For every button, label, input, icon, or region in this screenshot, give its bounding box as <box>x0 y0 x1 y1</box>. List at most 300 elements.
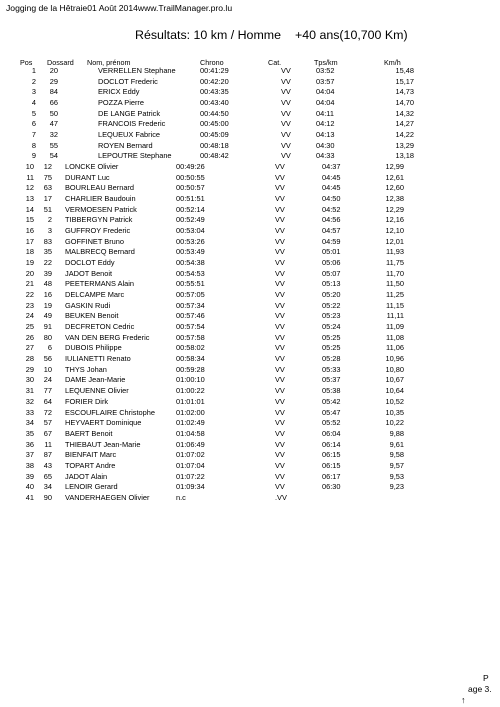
cell-nom: TOPART Andre <box>65 460 116 470</box>
cell-tps: 04:57 <box>322 226 341 236</box>
cell-nom: DECFRETON Cedric <box>65 322 135 332</box>
cell-cat: VV <box>275 300 285 310</box>
cell-chrono: 00:58:02 <box>176 343 205 353</box>
cell-pos: 18 <box>25 247 34 257</box>
cell-chrono: 00:45:00 <box>200 119 229 129</box>
col-tps: Tps/km <box>314 58 338 67</box>
cell-cat: VV <box>275 236 285 246</box>
cell-nom: GUFFROY Frederic <box>65 226 131 236</box>
table-row <box>0 354 500 365</box>
cell-cat: VV <box>275 471 285 481</box>
table-row <box>0 279 500 290</box>
cell-kmh: 14,73 <box>395 87 414 97</box>
cell-nom: HEYVAERT Dominique <box>65 418 142 428</box>
cell-cat: VV <box>281 119 291 129</box>
table-row <box>0 418 500 429</box>
cell-chrono: 00:42:20 <box>200 76 229 86</box>
cell-cat: VV <box>275 354 285 364</box>
table-row <box>0 183 500 194</box>
cell-chrono: 00:48:18 <box>200 140 229 150</box>
cell-kmh: 10,96 <box>385 354 404 364</box>
table-row <box>0 109 500 120</box>
table-row <box>0 290 500 301</box>
cell-nom: THYS Johan <box>65 364 107 374</box>
cell-pos: 2 <box>31 76 36 86</box>
cell-pos: 5 <box>31 108 36 118</box>
cell-pos: 22 <box>25 290 34 300</box>
cell-dossard: 90 <box>43 492 52 502</box>
cell-cat: VV <box>275 194 285 204</box>
cell-kmh: 9,57 <box>389 460 404 470</box>
cell-chrono: 00:52:49 <box>176 215 205 225</box>
table-row <box>0 461 500 472</box>
cell-nom: IULIANETTI Renato <box>65 354 131 364</box>
cell-pos: 14 <box>25 204 34 214</box>
cell-pos: 38 <box>25 460 34 470</box>
cell-dossard: 56 <box>43 354 52 364</box>
cell-tps: 04:33 <box>316 151 335 161</box>
cell-tps: 04:45 <box>322 172 341 182</box>
cell-kmh: 9,88 <box>389 428 404 438</box>
cell-chrono: 00:59:28 <box>176 364 205 374</box>
cell-pos: 24 <box>25 311 34 321</box>
table-row <box>0 141 500 152</box>
table-row <box>0 258 500 269</box>
cell-dossard: 29 <box>49 76 58 86</box>
cell-chrono: 00:43:35 <box>200 87 229 97</box>
cell-chrono: 01:02:00 <box>176 407 205 417</box>
cell-chrono: 00:55:51 <box>176 279 205 289</box>
cell-cat: VV <box>275 450 285 460</box>
cell-tps: 04:56 <box>322 215 341 225</box>
col-nom: Nom, prénom <box>87 58 131 67</box>
cell-pos: 41 <box>25 492 34 502</box>
cell-kmh: 11,15 <box>386 300 404 310</box>
cell-chrono: 01:07:04 <box>176 460 205 470</box>
cell-dossard: 12 <box>43 162 52 172</box>
cell-dossard: 57 <box>43 418 52 428</box>
cell-dossard: 16 <box>43 290 52 300</box>
cell-kmh: 11,93 <box>386 247 404 257</box>
table-row <box>0 472 500 483</box>
cell-tps: 04:11 <box>316 108 334 118</box>
cell-cat: VV <box>281 98 291 108</box>
col-chrono: Chrono <box>200 58 224 67</box>
cell-pos: 20 <box>25 268 34 278</box>
cell-pos: 4 <box>31 98 36 108</box>
cell-dossard: 6 <box>47 343 52 353</box>
cell-dossard: 87 <box>43 450 52 460</box>
cell-cat: VV <box>275 482 285 492</box>
cell-cat: VV <box>275 215 285 225</box>
cell-dossard: 77 <box>43 386 52 396</box>
cell-tps: 04:50 <box>322 194 341 204</box>
cell-pos: 26 <box>25 332 34 342</box>
page-title <box>135 28 408 42</box>
cell-kmh: 12,10 <box>385 226 404 236</box>
table-row <box>0 365 500 376</box>
cell-pos: 34 <box>25 418 34 428</box>
cell-kmh: 12,01 <box>385 236 404 246</box>
cell-chrono: 00:45:09 <box>200 130 229 140</box>
table-row <box>0 247 500 258</box>
cell-cat: VV <box>281 130 291 140</box>
cell-dossard: 75 <box>43 172 52 182</box>
cell-tps: 05:24 <box>322 322 341 332</box>
cell-cat: VV <box>275 428 285 438</box>
cell-dossard: 67 <box>43 428 52 438</box>
cell-cat: VV <box>275 407 285 417</box>
cell-dossard: 39 <box>43 268 52 278</box>
cell-nom: JADOT Benoit <box>65 268 113 278</box>
cell-tps: 04:04 <box>316 98 335 108</box>
cell-kmh: 10,64 <box>385 386 404 396</box>
cell-pos: 27 <box>25 343 34 353</box>
table-row <box>0 87 500 98</box>
cell-nom: TIBBERGYN Patrick <box>65 215 133 225</box>
cell-cat: VV <box>275 418 285 428</box>
table-row <box>0 77 500 88</box>
cell-pos: 32 <box>25 396 34 406</box>
cell-nom: VANDERHAEGEN Olivier <box>65 492 150 502</box>
cell-cat: VV <box>275 460 285 470</box>
cell-chrono: 00:51:51 <box>176 194 205 204</box>
cell-kmh: 15,48 <box>395 66 414 75</box>
cell-nom: DE LANGE Patrick <box>98 108 161 118</box>
cell-cat: VV <box>281 76 291 86</box>
cell-kmh: 11,25 <box>386 290 404 300</box>
table-row <box>0 215 500 226</box>
footer-page-number: age 3. <box>468 684 492 694</box>
cell-dossard: 72 <box>43 407 52 417</box>
cell-dossard: 55 <box>49 140 58 150</box>
cell-cat: VV <box>275 439 285 449</box>
cell-dossard: 66 <box>49 98 58 108</box>
title-category: Résultats: 10 km / Homme <box>135 28 281 42</box>
cell-tps: 03:57 <box>316 76 335 86</box>
cell-dossard: 83 <box>43 236 52 246</box>
title-distance: +40 ans(10,700 Km) <box>294 28 408 42</box>
cell-cat: VV <box>281 66 291 75</box>
cell-nom: LEQUENNE Olivier <box>65 386 129 396</box>
cell-pos: 9 <box>31 151 36 161</box>
cell-tps: 05:47 <box>322 407 341 417</box>
cell-pos: 37 <box>25 450 34 460</box>
cell-chrono: 00:54:38 <box>176 258 205 268</box>
cell-dossard: 17 <box>43 194 52 204</box>
table-row <box>0 205 500 216</box>
col-pos: Pos <box>20 58 33 67</box>
cell-tps: 05:22 <box>322 300 341 310</box>
cell-cat: VV <box>275 183 285 193</box>
cell-chrono: 01:09:34 <box>176 482 205 492</box>
cell-dossard: 3 <box>47 226 52 236</box>
cell-chrono: 00:57:54 <box>176 322 205 332</box>
cell-chrono: 00:52:14 <box>176 204 205 214</box>
cell-nom: BOURLEAU Bernard <box>65 183 135 193</box>
cell-dossard: 54 <box>49 151 58 161</box>
cell-nom: BIENFAIT Marc <box>65 450 117 460</box>
cell-tps: 04:37 <box>322 162 341 172</box>
table-row <box>0 375 500 386</box>
cell-pos: 6 <box>31 119 36 129</box>
cell-tps: 06:30 <box>322 482 341 492</box>
cell-nom: ROYEN Bernard <box>98 140 153 150</box>
cell-chrono: 00:57:34 <box>176 300 205 310</box>
cell-cat: VV <box>275 375 285 385</box>
cell-cat: VV <box>281 87 291 97</box>
cell-cat: VV <box>275 343 285 353</box>
footer-page-p: P <box>483 673 489 683</box>
cell-nom: JADOT Alain <box>65 471 108 481</box>
cell-tps: 04:45 <box>322 183 341 193</box>
cell-nom: GASKIN Rudi <box>65 300 111 310</box>
table-row <box>0 66 500 77</box>
cell-nom: DOCLOT Frederic <box>98 76 158 86</box>
table-row <box>0 130 500 141</box>
cell-kmh: 11,09 <box>386 322 404 332</box>
cell-tps: 04:13 <box>316 130 335 140</box>
cell-nom: DOCLOT Eddy <box>65 258 115 268</box>
footer-arrow-icon: ↑ <box>461 695 466 705</box>
cell-dossard: 91 <box>43 322 52 332</box>
col-kmh: Km/h <box>384 58 401 67</box>
cell-dossard: 20 <box>49 66 58 75</box>
cell-dossard: 32 <box>49 130 58 140</box>
cell-cat: VV <box>275 162 285 172</box>
cell-nom: LONCKE Olivier <box>65 162 119 172</box>
cell-chrono: 00:44:50 <box>200 108 229 118</box>
cell-kmh: 9,23 <box>389 482 404 492</box>
table-row <box>0 162 500 173</box>
table-row <box>0 386 500 397</box>
cell-chrono: n.c <box>176 492 186 502</box>
cell-dossard: 10 <box>43 364 52 374</box>
cell-chrono: 01:06:49 <box>176 439 205 449</box>
cell-kmh: 11,50 <box>386 279 404 289</box>
cell-nom: DUBOIS Philippe <box>65 343 122 353</box>
cell-chrono: 01:07:22 <box>176 471 205 481</box>
cell-chrono: 01:00:10 <box>176 375 205 385</box>
cell-nom: BEUKEN Benoit <box>65 311 119 321</box>
cell-pos: 8 <box>31 140 36 150</box>
table-row <box>0 343 500 354</box>
cell-kmh: 10,22 <box>385 418 404 428</box>
cell-kmh: 9,58 <box>389 450 404 460</box>
cell-cat: VV <box>275 279 285 289</box>
cell-tps: 05:20 <box>322 290 341 300</box>
cell-cat: .VV <box>275 492 287 502</box>
cell-cat: VV <box>275 226 285 236</box>
cell-dossard: 65 <box>43 471 52 481</box>
cell-cat: VV <box>275 290 285 300</box>
cell-nom: DURANT Luc <box>65 172 110 182</box>
cell-cat: VV <box>281 108 291 118</box>
cell-nom: CHARLIER Baudouin <box>65 194 136 204</box>
cell-kmh: 13,18 <box>395 151 414 161</box>
table-row <box>0 173 500 184</box>
cell-pos: 1 <box>31 66 36 75</box>
cell-kmh: 11,70 <box>386 268 404 278</box>
cell-tps: 05:01 <box>322 247 341 257</box>
cell-chrono: 00:58:34 <box>176 354 205 364</box>
cell-nom: ESCOUFLAIRE Christophe <box>65 407 155 417</box>
cell-tps: 05:52 <box>322 418 341 428</box>
cell-cat: VV <box>275 311 285 321</box>
cell-nom: FRANCOIS Frederic <box>98 119 166 129</box>
cell-pos: 3 <box>31 87 36 97</box>
cell-chrono: 01:04:58 <box>176 428 205 438</box>
cell-chrono: 00:49:26 <box>176 162 205 172</box>
cell-nom: FORIER Dirk <box>65 396 109 406</box>
cell-pos: 25 <box>25 322 34 332</box>
cell-kmh: 12,61 <box>385 172 404 182</box>
cell-nom: POZZA Pierre <box>98 98 144 108</box>
cell-dossard: 24 <box>43 375 52 385</box>
cell-pos: 19 <box>25 258 34 268</box>
cell-nom: BAERT Benoit <box>65 428 113 438</box>
cell-tps: 06:15 <box>322 460 341 470</box>
cell-dossard: 11 <box>44 439 52 449</box>
cell-dossard: 50 <box>49 108 58 118</box>
cell-dossard: 84 <box>49 87 58 97</box>
cell-tps: 04:04 <box>316 87 335 97</box>
cell-chrono: 00:54:53 <box>176 268 205 278</box>
cell-nom: VAN DEN BERG Frederic <box>65 332 150 342</box>
cell-cat: VV <box>275 396 285 406</box>
cell-kmh: 11,08 <box>386 332 404 342</box>
cell-kmh: 14,22 <box>395 130 414 140</box>
cell-tps: 05:25 <box>322 343 341 353</box>
cell-tps: 06:15 <box>322 450 341 460</box>
col-dossard: Dossard <box>47 58 74 67</box>
cell-tps: 06:04 <box>322 428 341 438</box>
cell-kmh: 12,99 <box>385 162 404 172</box>
cell-cat: VV <box>275 247 285 257</box>
cell-kmh: 12,29 <box>385 204 404 214</box>
cell-pos: 23 <box>25 300 34 310</box>
cell-chrono: 00:48:42 <box>200 151 229 161</box>
cell-pos: 17 <box>25 236 34 246</box>
cell-dossard: 19 <box>43 300 52 310</box>
cell-dossard: 47 <box>49 119 58 129</box>
cell-chrono: 00:57:58 <box>176 332 205 342</box>
cell-pos: 10 <box>25 162 34 172</box>
cell-kmh: 12,16 <box>385 215 404 225</box>
cell-nom: VERRELLEN Stephane <box>98 66 176 75</box>
cell-tps: 05:28 <box>322 354 341 364</box>
cell-dossard: 2 <box>47 215 52 225</box>
cell-chrono: 01:07:02 <box>176 450 205 460</box>
cell-chrono: 00:50:55 <box>176 172 205 182</box>
cell-kmh: 12,60 <box>385 183 404 193</box>
cell-tps: 05:06 <box>322 258 341 268</box>
table-row <box>0 322 500 333</box>
cell-nom: LEPOUTRE Stephane <box>98 151 172 161</box>
cell-kmh: 14,70 <box>395 98 414 108</box>
table-row <box>0 311 500 322</box>
table-row <box>0 482 500 493</box>
cell-tps: 04:12 <box>316 119 335 129</box>
table-row <box>0 429 500 440</box>
cell-dossard: 80 <box>43 332 52 342</box>
cell-nom: GOFFINET Bruno <box>65 236 125 246</box>
cell-nom: LEQUEUX Fabrice <box>98 130 161 140</box>
cell-pos: 40 <box>25 482 34 492</box>
table-row <box>0 408 500 419</box>
cell-chrono: 00:41:29 <box>200 66 229 75</box>
cell-cat: VV <box>275 332 285 342</box>
cell-pos: 39 <box>25 471 34 481</box>
cell-cat: VV <box>275 322 285 332</box>
cell-chrono: 00:53:49 <box>176 247 205 257</box>
cell-nom: ERICX Eddy <box>98 87 140 97</box>
cell-tps: 04:30 <box>316 140 335 150</box>
cell-kmh: 10,35 <box>385 407 404 417</box>
cell-kmh: 14,27 <box>395 119 414 129</box>
cell-chrono: 00:53:26 <box>176 236 205 246</box>
cell-cat: VV <box>275 204 285 214</box>
cell-pos: 11 <box>26 172 34 182</box>
cell-pos: 21 <box>25 279 34 289</box>
cell-tps: 05:07 <box>322 268 341 278</box>
cell-kmh: 10,67 <box>385 375 404 385</box>
cell-dossard: 43 <box>43 460 52 470</box>
col-cat: Cat. <box>268 58 282 67</box>
cell-tps: 05:33 <box>322 364 341 374</box>
cell-pos: 30 <box>25 375 34 385</box>
cell-pos: 16 <box>25 226 34 236</box>
cell-chrono: 01:01:01 <box>176 396 205 406</box>
cell-chrono: 01:02:49 <box>176 418 205 428</box>
document-header: Jogging de la Hêtraie01 Août 2014www.TrailManager.pro.lu <box>6 3 233 13</box>
cell-tps: 06:14 <box>322 439 341 449</box>
cell-pos: 35 <box>25 428 34 438</box>
table-row <box>0 237 500 248</box>
cell-cat: VV <box>275 364 285 374</box>
cell-tps: 04:52 <box>322 204 341 214</box>
cell-pos: 31 <box>25 386 34 396</box>
cell-chrono: 00:57:05 <box>176 290 205 300</box>
cell-dossard: 34 <box>43 482 52 492</box>
cell-nom: VERMOESEN Patrick <box>65 204 137 214</box>
cell-kmh: 10,52 <box>385 396 404 406</box>
cell-nom: PEETERMANS Alain <box>65 279 135 289</box>
cell-cat: VV <box>275 268 285 278</box>
cell-kmh: 10,80 <box>385 364 404 374</box>
cell-nom: THIEBAUT Jean-Marie <box>65 439 141 449</box>
cell-nom: DAME Jean-Marie <box>65 375 126 385</box>
cell-dossard: 64 <box>43 396 52 406</box>
cell-chrono: 00:53:04 <box>176 226 205 236</box>
cell-dossard: 35 <box>43 247 52 257</box>
table-row <box>0 119 500 130</box>
cell-pos: 33 <box>25 407 34 417</box>
table-row <box>0 151 500 162</box>
table-row <box>0 98 500 109</box>
cell-cat: VV <box>275 386 285 396</box>
table-row <box>0 301 500 312</box>
cell-tps: 05:13 <box>322 279 341 289</box>
cell-pos: 15 <box>25 215 34 225</box>
cell-pos: 36 <box>25 439 34 449</box>
table-row <box>0 493 500 504</box>
cell-cat: VV <box>275 258 285 268</box>
cell-tps: 04:59 <box>322 236 341 246</box>
cell-pos: 13 <box>25 194 34 204</box>
cell-tps: 05:42 <box>322 396 341 406</box>
table-row <box>0 269 500 280</box>
